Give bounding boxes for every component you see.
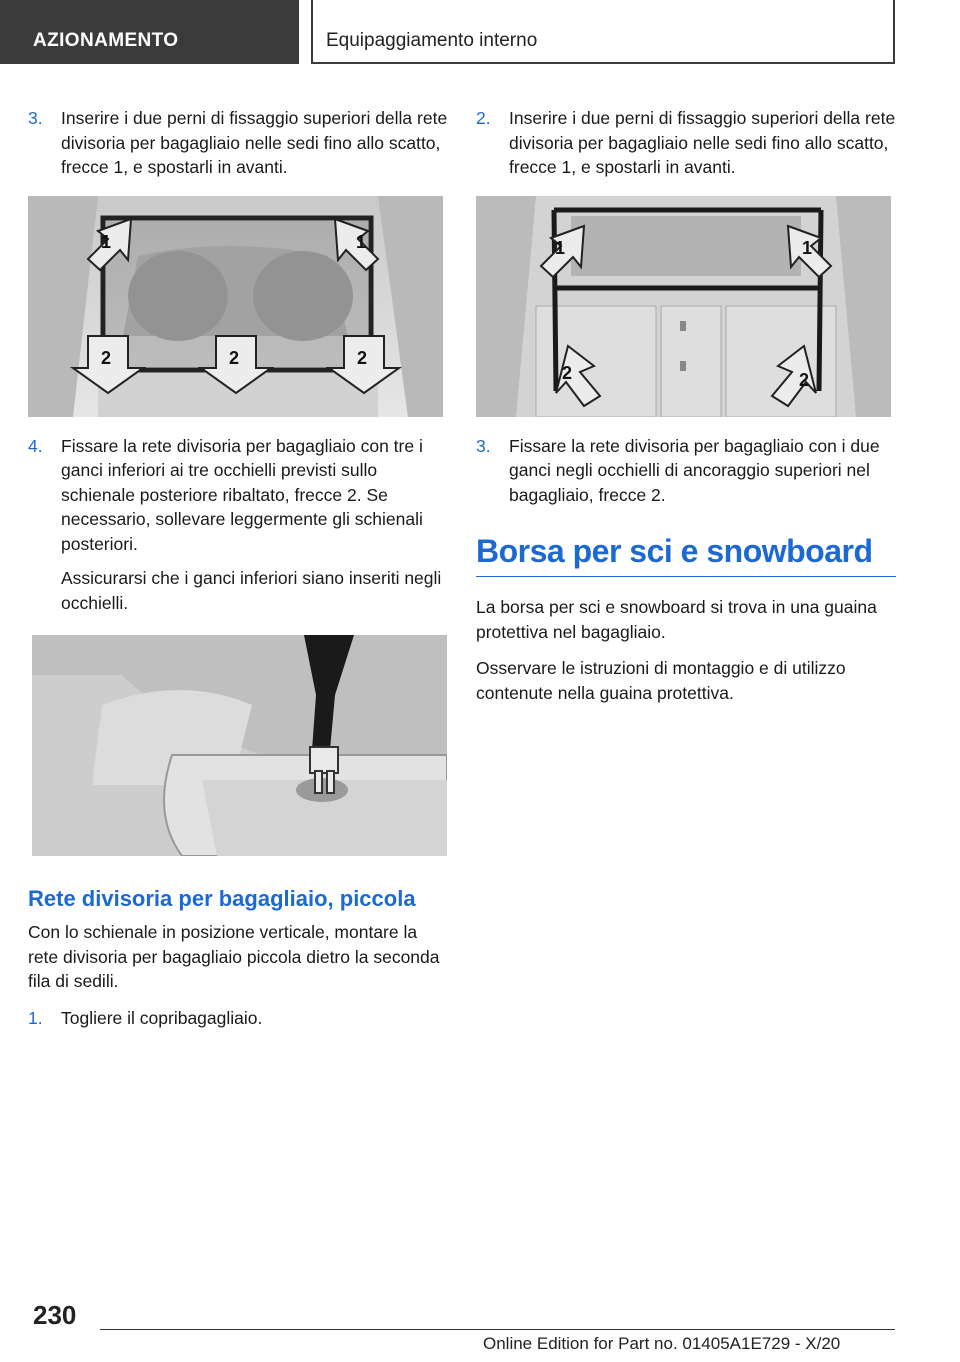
step-text: Togliere il copribagagliaio. bbox=[61, 1007, 263, 1028]
step-item bbox=[28, 1006, 448, 1031]
figure-small-net-rear-seats bbox=[476, 196, 891, 417]
callout-label: 1 bbox=[555, 237, 566, 258]
step-item bbox=[476, 106, 896, 180]
callout-label: 1 bbox=[101, 231, 112, 252]
callout-label: 2 bbox=[562, 362, 573, 383]
left-column bbox=[28, 106, 448, 1044]
step-text: Inserire i due perni di fissaggio superiori della rete divisoria per bagagliaio nelle sedi fino allo scatto, frecce 1, e spostarli in avanti. bbox=[61, 108, 448, 177]
figure-illustration bbox=[28, 196, 443, 417]
figure-large-net-front-seats bbox=[28, 196, 443, 417]
step-text: Inserire i due perni di fissaggio superiori della rete divisoria per bagagliaio nelle sedi fino allo scatto, frecce 1, e spostarli in avanti. bbox=[509, 108, 896, 177]
header-chapter-title: Equipaggiamento interno bbox=[326, 30, 538, 51]
step-text: Fissare la rete divisoria per bagagliaio con i due ganci negli occhielli di ancoraggio superiori nel bagagliaio, frecce 2. bbox=[509, 435, 880, 505]
right-column bbox=[476, 106, 896, 717]
step-number: 3. bbox=[476, 435, 491, 456]
callout-label: 1 bbox=[356, 231, 367, 252]
step-number: 2. bbox=[476, 108, 491, 128]
page-number: 230 bbox=[33, 1300, 77, 1330]
header-section-tab bbox=[0, 0, 299, 64]
body-paragraph: La borsa per sci e snowboard si trova in una guaina protettiva nel bagagliaio. bbox=[476, 597, 877, 642]
figure-illustration bbox=[32, 635, 447, 856]
figure-hook-eyelet bbox=[32, 635, 447, 856]
step-number: 3. bbox=[28, 108, 43, 128]
callout-label: 2 bbox=[101, 347, 112, 368]
step-item bbox=[476, 434, 896, 508]
header-chapter-tab bbox=[311, 0, 895, 64]
footer-divider bbox=[100, 1329, 895, 1330]
header-section-title: AZIONAMENTO bbox=[33, 30, 179, 51]
body-paragraph: Osservare le istruzioni di montaggio e di utilizzo contenute nella guaina protettiva. bbox=[476, 658, 846, 703]
callout-label: 2 bbox=[229, 347, 240, 368]
step-item bbox=[28, 106, 448, 180]
section-heading-ski-bag: Borsa per sci e snowboard bbox=[476, 533, 896, 577]
intro-paragraph: Con lo schienale in posizione verticale, montare la rete divisoria per bagagliaio piccola dietro la seconda fila di sedili. bbox=[28, 922, 440, 991]
step-item bbox=[28, 434, 448, 616]
step-text: Fissare la rete divisoria per bagagliaio con tre i ganci inferiori ai tre occhielli previsti sullo schienale posteriore ribaltato, frecce 2. Se necessario, sollevare leggermente gli schienali posteriori. bbox=[61, 435, 423, 554]
step-number: 1. bbox=[28, 1007, 43, 1028]
figure-illustration bbox=[476, 196, 891, 417]
footer-edition: Online Edition for Part no. 01405A1E729 - X/20 bbox=[483, 1334, 841, 1353]
step-note: Assicurarsi che i ganci inferiori siano inseriti negli occhielli. bbox=[61, 568, 442, 613]
callout-label: 2 bbox=[799, 369, 810, 390]
callout-label: 1 bbox=[802, 237, 813, 258]
subheading-small-net: Rete divisoria per bagagliaio, piccola bbox=[28, 886, 416, 911]
callout-label: 2 bbox=[357, 347, 368, 368]
step-number: 4. bbox=[28, 435, 43, 456]
